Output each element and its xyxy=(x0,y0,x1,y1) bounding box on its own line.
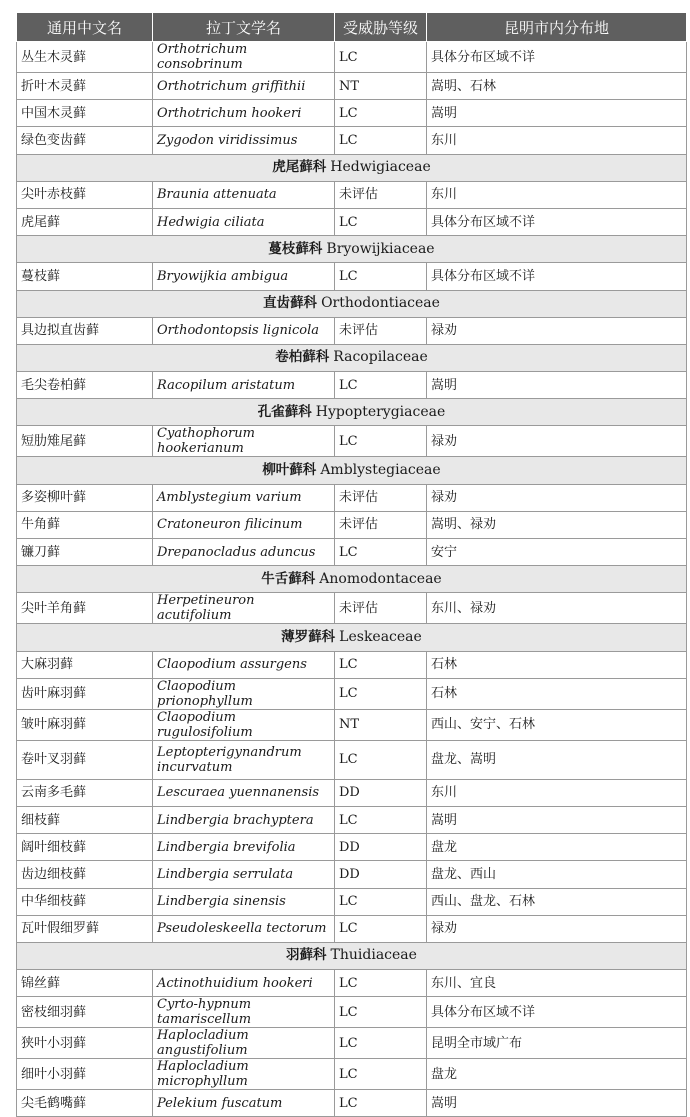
family-chinese-name: 羽藓科 xyxy=(286,947,327,964)
latin-name-cell: Zygodon viridissimus xyxy=(153,127,335,154)
distribution-cell: 昆明全市域广布 xyxy=(427,1028,687,1059)
common-name-cell: 云南多毛藓 xyxy=(17,779,153,806)
common-name-cell: 大麻羽藓 xyxy=(17,651,153,678)
species-table xyxy=(16,12,687,1117)
family-latin-name: Bryowijkiaceae xyxy=(326,240,435,257)
family-latin-name: Amblystegiaceae xyxy=(320,462,441,479)
family-row xyxy=(17,566,687,593)
latin-name-cell: Orthotrichum griffithii xyxy=(153,73,335,100)
threat-level-cell: 未评估 xyxy=(335,317,427,344)
family-latin-name: Anomodontaceae xyxy=(319,570,442,587)
latin-name-cell: Claopodium prionophyllum xyxy=(153,678,335,709)
species-row xyxy=(17,740,687,779)
latin-name-cell: Pseudoleskeella tectorum xyxy=(153,915,335,942)
distribution-cell: 嵩明 xyxy=(427,1090,687,1117)
species-row xyxy=(17,915,687,942)
common-name-cell: 齿边细枝藓 xyxy=(17,861,153,888)
common-name-cell: 锦丝藓 xyxy=(17,970,153,997)
family-row xyxy=(17,154,687,181)
species-row xyxy=(17,181,687,208)
latin-name-cell: Haplocladium microphyllum xyxy=(153,1059,335,1090)
latin-name-cell: Pelekium fuscatum xyxy=(153,1090,335,1117)
common-name-cell: 具边拟直齿藓 xyxy=(17,317,153,344)
distribution-cell: 嵩明、禄劝 xyxy=(427,511,687,538)
latin-name-cell: Braunia attenuata xyxy=(153,181,335,208)
latin-name-cell: Orthotrichum consobrinum xyxy=(153,42,335,73)
latin-name-cell: Leptopterigynandrum incurvatum xyxy=(153,740,335,779)
latin-name-cell: Lescuraea yuennanensis xyxy=(153,779,335,806)
threat-level-cell: LC xyxy=(335,42,427,73)
common-name-cell: 绿色变齿藓 xyxy=(17,127,153,154)
common-name-cell: 毛尖卷柏藓 xyxy=(17,372,153,399)
distribution-cell: 禄劝 xyxy=(427,317,687,344)
species-row xyxy=(17,593,687,624)
common-name-cell: 细枝藓 xyxy=(17,806,153,833)
family-chinese-name: 虎尾藓科 xyxy=(272,159,327,176)
threat-level-cell: LC xyxy=(335,127,427,154)
threat-level-cell: LC xyxy=(335,970,427,997)
family-row xyxy=(17,399,687,426)
family-chinese-name: 牛舌藓科 xyxy=(261,570,316,587)
threat-level-cell: LC xyxy=(335,915,427,942)
header-row xyxy=(17,13,687,42)
distribution-cell: 禄劝 xyxy=(427,484,687,511)
distribution-cell: 嵩明、石林 xyxy=(427,73,687,100)
threat-level-cell: LC xyxy=(335,740,427,779)
species-row xyxy=(17,511,687,538)
species-row xyxy=(17,1059,687,1090)
distribution-cell: 西山、安宁、石林 xyxy=(427,709,687,740)
family-chinese-name: 薄罗藓科 xyxy=(281,628,336,645)
latin-name-cell: Lindbergia brachyptera xyxy=(153,806,335,833)
threat-level-cell: 未评估 xyxy=(335,181,427,208)
latin-name-cell: Herpetineuron acutifolium xyxy=(153,593,335,624)
species-row xyxy=(17,208,687,235)
threat-level-cell: LC xyxy=(335,806,427,833)
common-name-cell: 瓦叶假细罗藓 xyxy=(17,915,153,942)
family-chinese-name: 直齿藓科 xyxy=(263,295,318,312)
threat-level-cell: DD xyxy=(335,834,427,861)
species-row xyxy=(17,317,687,344)
distribution-cell: 东川 xyxy=(427,127,687,154)
common-name-cell: 细叶小羽藓 xyxy=(17,1059,153,1090)
distribution-cell: 东川 xyxy=(427,181,687,208)
distribution-cell: 嵩明 xyxy=(427,806,687,833)
species-row xyxy=(17,834,687,861)
threat-level-cell: 未评估 xyxy=(335,484,427,511)
common-name-cell: 狭叶小羽藓 xyxy=(17,1028,153,1059)
threat-level-cell: LC xyxy=(335,1090,427,1117)
threat-level-cell: LC xyxy=(335,372,427,399)
distribution-cell: 盘龙 xyxy=(427,1059,687,1090)
common-name-cell: 密枝细羽藓 xyxy=(17,997,153,1028)
latin-name-cell: Actinothuidium hookeri xyxy=(153,970,335,997)
species-row xyxy=(17,263,687,290)
species-row xyxy=(17,484,687,511)
common-name-cell: 尖叶羊角藓 xyxy=(17,593,153,624)
latin-name-cell: Cyathophorum hookerianum xyxy=(153,426,335,457)
common-name-cell: 中国木灵藓 xyxy=(17,100,153,127)
family-cell xyxy=(17,624,687,651)
species-row xyxy=(17,100,687,127)
family-latin-name: Hypopterygiaceae xyxy=(315,403,446,420)
latin-name-cell: Hedwigia ciliata xyxy=(153,208,335,235)
distribution-cell: 具体分布区域不详 xyxy=(427,208,687,235)
distribution-cell: 禄劝 xyxy=(427,426,687,457)
family-latin-name: Racopilaceae xyxy=(333,349,428,366)
table-body xyxy=(17,42,687,1117)
distribution-cell: 东川 xyxy=(427,779,687,806)
species-row xyxy=(17,73,687,100)
latin-name-cell: Amblystegium varium xyxy=(153,484,335,511)
species-row xyxy=(17,678,687,709)
latin-name-cell: Claopodium rugulosifolium xyxy=(153,709,335,740)
distribution-cell: 禄劝 xyxy=(427,915,687,942)
family-latin-name: Hedwigiaceae xyxy=(330,159,431,176)
species-row xyxy=(17,709,687,740)
species-row xyxy=(17,127,687,154)
common-name-cell: 折叶木灵藓 xyxy=(17,73,153,100)
family-row xyxy=(17,457,687,484)
distribution-cell: 石林 xyxy=(427,651,687,678)
distribution-cell: 嵩明 xyxy=(427,372,687,399)
species-row xyxy=(17,997,687,1028)
distribution-cell: 安宁 xyxy=(427,539,687,566)
family-cell xyxy=(17,344,687,371)
family-latin-name: Leskeaceae xyxy=(339,628,422,645)
common-name-cell: 齿叶麻羽藓 xyxy=(17,678,153,709)
distribution-cell: 嵩明 xyxy=(427,100,687,127)
common-name-cell: 尖叶赤枝藓 xyxy=(17,181,153,208)
family-chinese-name: 柳叶藓科 xyxy=(262,462,317,479)
family-row xyxy=(17,236,687,263)
species-row xyxy=(17,806,687,833)
species-row xyxy=(17,888,687,915)
family-row xyxy=(17,942,687,969)
species-row xyxy=(17,861,687,888)
threat-level-cell: DD xyxy=(335,779,427,806)
latin-name-cell: Haplocladium angustifolium xyxy=(153,1028,335,1059)
distribution-cell: 东川、禄劝 xyxy=(427,593,687,624)
distribution-cell: 具体分布区域不详 xyxy=(427,263,687,290)
latin-name-cell: Lindbergia serrulata xyxy=(153,861,335,888)
threat-level-cell: LC xyxy=(335,678,427,709)
common-name-cell: 皱叶麻羽藓 xyxy=(17,709,153,740)
species-row xyxy=(17,651,687,678)
distribution-cell: 东川、宜良 xyxy=(427,970,687,997)
species-row xyxy=(17,539,687,566)
family-cell xyxy=(17,399,687,426)
family-row xyxy=(17,344,687,371)
family-cell xyxy=(17,942,687,969)
threat-level-cell: LC xyxy=(335,100,427,127)
threat-level-cell: LC xyxy=(335,426,427,457)
threat-level-cell: NT xyxy=(335,709,427,740)
threat-level-cell: DD xyxy=(335,861,427,888)
species-row xyxy=(17,779,687,806)
threat-level-cell: NT xyxy=(335,73,427,100)
family-cell xyxy=(17,566,687,593)
species-row xyxy=(17,1028,687,1059)
latin-name-cell: Bryowijkia ambigua xyxy=(153,263,335,290)
common-name-cell: 多姿柳叶藓 xyxy=(17,484,153,511)
family-chinese-name: 孔雀藓科 xyxy=(257,403,312,420)
latin-name-cell: Claopodium assurgens xyxy=(153,651,335,678)
distribution-cell: 盘龙、西山 xyxy=(427,861,687,888)
threat-level-cell: LC xyxy=(335,888,427,915)
header-latin-name: 拉丁文学名 xyxy=(153,13,335,42)
species-row xyxy=(17,426,687,457)
species-row xyxy=(17,1090,687,1117)
header-distribution: 昆明市内分布地 xyxy=(427,13,687,42)
family-chinese-name: 蔓枝藓科 xyxy=(268,240,323,257)
threat-level-cell: 未评估 xyxy=(335,593,427,624)
threat-level-cell: LC xyxy=(335,208,427,235)
common-name-cell: 短肋雉尾藓 xyxy=(17,426,153,457)
threat-level-cell: LC xyxy=(335,651,427,678)
header-threat-level: 受威胁等级 xyxy=(335,13,427,42)
common-name-cell: 牛角藓 xyxy=(17,511,153,538)
threat-level-cell: LC xyxy=(335,1059,427,1090)
latin-name-cell: Drepanocladus aduncus xyxy=(153,539,335,566)
family-latin-name: Orthodontiaceae xyxy=(321,295,440,312)
family-row xyxy=(17,290,687,317)
latin-name-cell: Racopilum aristatum xyxy=(153,372,335,399)
common-name-cell: 镰刀藓 xyxy=(17,539,153,566)
distribution-cell: 石林 xyxy=(427,678,687,709)
threat-level-cell: LC xyxy=(335,539,427,566)
distribution-cell: 盘龙、嵩明 xyxy=(427,740,687,779)
species-row xyxy=(17,970,687,997)
common-name-cell: 蔓枝藓 xyxy=(17,263,153,290)
common-name-cell: 尖毛鹤嘴藓 xyxy=(17,1090,153,1117)
threat-level-cell: 未评估 xyxy=(335,511,427,538)
latin-name-cell: Cyrto-hypnum tamariscellum xyxy=(153,997,335,1028)
latin-name-cell: Cratoneuron filicinum xyxy=(153,511,335,538)
distribution-cell: 西山、盘龙、石林 xyxy=(427,888,687,915)
family-latin-name: Thuidiaceae xyxy=(330,947,417,964)
distribution-cell: 具体分布区域不详 xyxy=(427,997,687,1028)
species-table-container xyxy=(16,12,686,1117)
species-row xyxy=(17,372,687,399)
distribution-cell: 盘龙 xyxy=(427,834,687,861)
common-name-cell: 卷叶叉羽藓 xyxy=(17,740,153,779)
latin-name-cell: Lindbergia brevifolia xyxy=(153,834,335,861)
common-name-cell: 丛生木灵藓 xyxy=(17,42,153,73)
species-row xyxy=(17,42,687,73)
family-cell xyxy=(17,290,687,317)
family-cell xyxy=(17,236,687,263)
latin-name-cell: Orthodontopsis lignicola xyxy=(153,317,335,344)
threat-level-cell: LC xyxy=(335,1028,427,1059)
latin-name-cell: Orthotrichum hookeri xyxy=(153,100,335,127)
latin-name-cell: Lindbergia sinensis xyxy=(153,888,335,915)
table-header xyxy=(17,13,687,42)
family-row xyxy=(17,624,687,651)
header-common-name: 通用中文名 xyxy=(17,13,153,42)
family-cell xyxy=(17,154,687,181)
common-name-cell: 虎尾藓 xyxy=(17,208,153,235)
common-name-cell: 中华细枝藓 xyxy=(17,888,153,915)
threat-level-cell: LC xyxy=(335,997,427,1028)
family-chinese-name: 卷柏藓科 xyxy=(275,349,330,366)
distribution-cell: 具体分布区域不详 xyxy=(427,42,687,73)
threat-level-cell: LC xyxy=(335,263,427,290)
family-cell xyxy=(17,457,687,484)
common-name-cell: 阔叶细枝藓 xyxy=(17,834,153,861)
